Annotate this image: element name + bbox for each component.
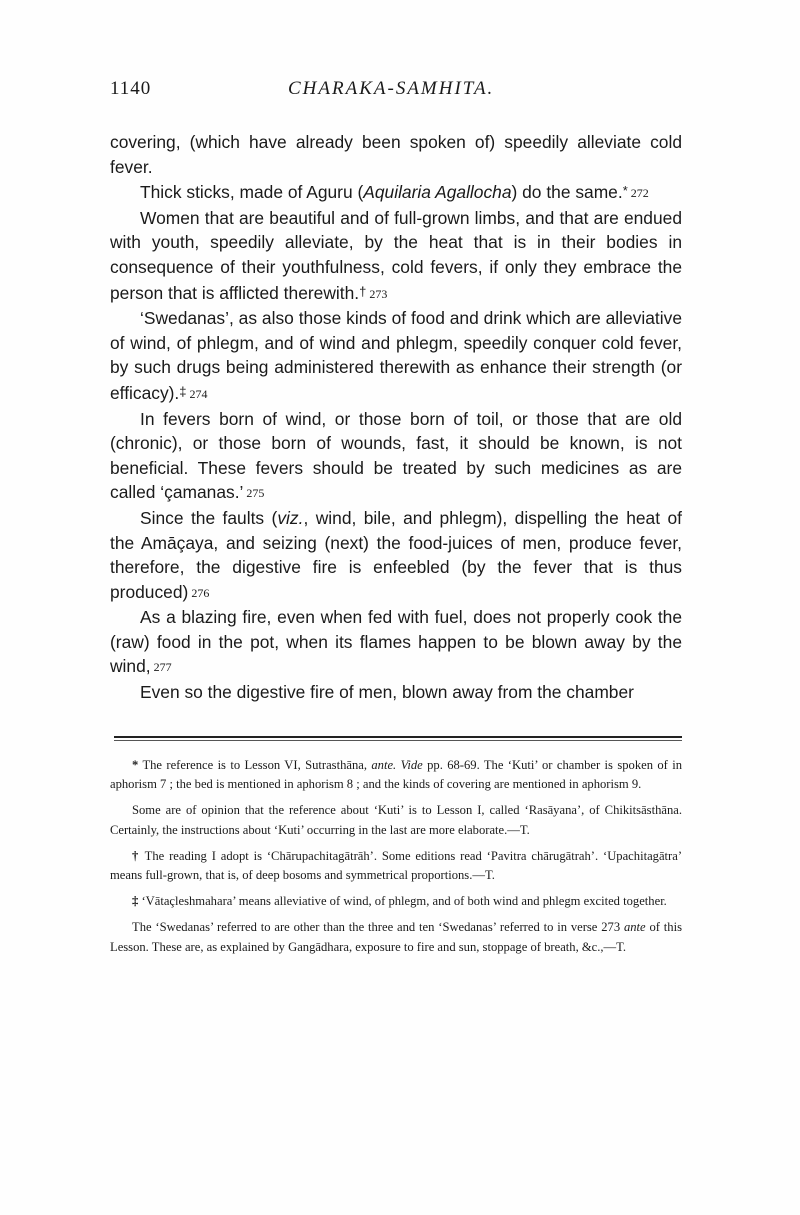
footnote-3: ‡ ‘Vātaçleshmahara’ means alleviative of wind, of phlegm, and of both wind and phlegm excited together. [132,894,667,909]
paragraph-1: covering, (which have already been spoken of) speedily alleviate cold fever. [110,132,682,177]
italic-viz: viz. [277,507,304,528]
footnote-mark-asterisk: * [622,183,628,199]
paragraph-verse-276: Since the faults (viz., wind, bile, and phlegm), dispelling the heat of the Amāçaya, and seizing (next) the food-juices of men, produce fever, therefore, the digestive fire is enfeebled (by the fever that is thus produced) 276 [110,507,683,602]
main-text [110,130,682,705]
footnote-4: The ‘Swedanas’ referred to are other than the three and ten ‘Swedanas’ referred to in verse 273 ante of this Lesson. These are, as explained by Gangādhara, exposure to fire and sun, stoppage of breath, &c.,—T. [110,920,682,954]
running-title: CHARAKA-SAMHITA. [288,78,495,99]
paragraph-verse-274: ‘Swedanas’, as also those kinds of food and drink which are alleviative of wind, of phlegm, and of wind and phlegm, speedily conquer cold fever, by such drugs being administered therewith as enhance their strength (or efficacy).‡ 274 [110,308,682,403]
verse-number: 272 [630,186,649,201]
footnote-rule [114,736,682,738]
footnote-mark-dagger: † [359,283,367,299]
verse-number: 274 [189,386,208,401]
verse-number: 275 [246,486,265,501]
verse-number: 276 [191,585,210,600]
page-number: 1140 [110,78,152,99]
footnote-1-continued: Some are of opinion that the reference about ‘Kuti’ is to Lesson I, called ‘Rasāyana’, of Chikitsāsthāna. Certainly, the instructions about ‘Kuti’ occurring in the last are more elaborate.—T. [110,803,682,837]
footnote-mark-double-dagger: ‡ [179,383,187,399]
paragraph-verse-275: In fevers born of wind, or those born of toil, or those that are old (chronic), or those born of wounds, fast, it should be known, is not beneficial. These fevers should be treated by such medicines as are called ‘çamanas.’ 275 [110,408,682,503]
paragraph-verse-273: Women that are beautiful and of full-grown limbs, and that are endued with youth, speedily alleviate, by the heat that is in their bodies in consequence of their youthfulness, cold fevers, if only they embrace the person that is afflicted therewith.† 273 [110,207,682,303]
paragraph-continued: Even so the digestive fire of men, blown away from the chamber [140,682,634,703]
paragraph-verse-272: Thick sticks, made of Aguru (Aquilaria Agallocha) do the same.* 272 [140,182,649,203]
footnote-rule-thin [114,740,682,741]
verse-number: 273 [369,286,388,301]
footnote-2: † The reading I adopt is ‘Chārupachitagātrāh’. Some editions read ‘Pavitra chārugātrah’. ‘Upachitagātra’ means full-grown, that is, of deep bosoms and symmetrical proportions.—T. [110,848,683,883]
botanical-name: Aquilaria Agallocha [363,182,512,203]
footnote-1: * The reference is to Lesson VI, Sutrasthāna, ante. Vide pp. 68-69. The ‘Kuti’ or chamber is spoken of in aphorism 7 ; the bed is mentioned in aphorism 8 ; and the kinds of covering are mentioned in aphorism 9. [110,758,683,792]
page-header [110,78,680,106]
footnotes [110,756,682,964]
verse-number: 277 [153,660,172,675]
paragraph-verse-277: As a blazing fire, even when fed with fuel, does not properly cook the (raw) food in the pot, when its flames happen to be blown away by the wind, 277 [110,607,682,677]
